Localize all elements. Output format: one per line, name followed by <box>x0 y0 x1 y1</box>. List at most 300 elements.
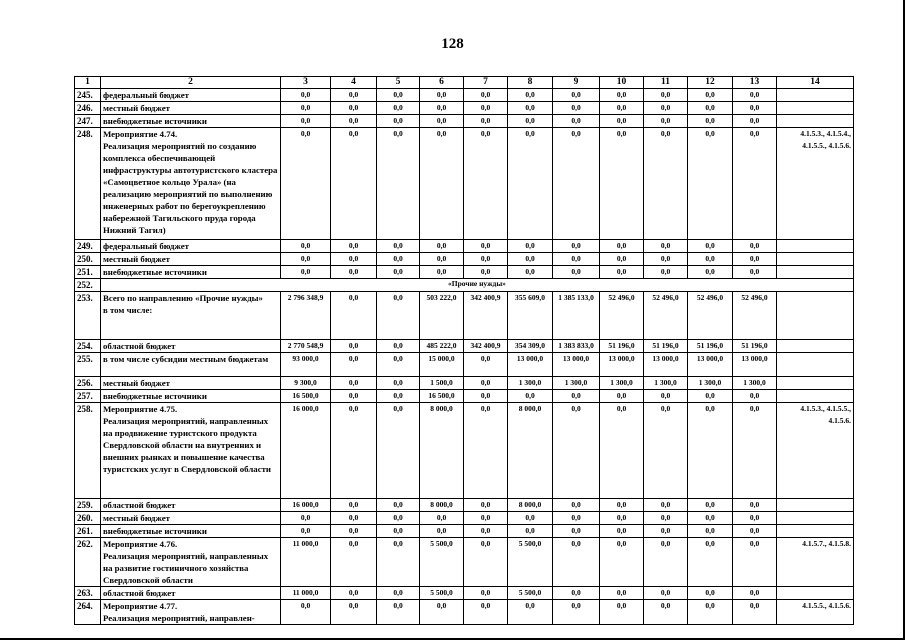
value-cell: 503 222,0 <box>420 292 464 340</box>
value-cell: 0,0 <box>733 587 777 600</box>
value-cell: 0,0 <box>377 292 420 340</box>
target-indicators: 4.1.5.7., 4.1.5.8. <box>777 538 854 587</box>
value-cell: 0,0 <box>464 353 508 377</box>
value-cell: 0,0 <box>688 587 733 600</box>
table-row <box>75 390 854 403</box>
value-cell: 342 400,9 <box>464 340 508 353</box>
value-cell: 1 300,0 <box>508 377 553 390</box>
value-cell: 0,0 <box>331 115 377 128</box>
value-cell: 0,0 <box>600 525 644 538</box>
row-name: внебюджетные источники <box>101 390 281 403</box>
value-cell: 0,0 <box>688 390 733 403</box>
value-cell: 0,0 <box>464 128 508 240</box>
value-cell: 0,0 <box>464 600 508 625</box>
value-cell: 0,0 <box>508 115 553 128</box>
value-cell: 0,0 <box>553 128 600 240</box>
value-cell: 0,0 <box>733 538 777 587</box>
value-cell: 0,0 <box>331 403 377 499</box>
value-cell: 0,0 <box>644 512 688 525</box>
value-cell: 5 500,0 <box>508 538 553 587</box>
value-cell: 13 000,0 <box>553 353 600 377</box>
value-cell: 0,0 <box>553 538 600 587</box>
value-cell: 0,0 <box>644 253 688 266</box>
value-cell: 16 500,0 <box>420 390 464 403</box>
value-cell: 8 000,0 <box>420 499 464 512</box>
target-indicators <box>777 292 854 340</box>
value-cell: 0,0 <box>464 102 508 115</box>
value-cell: 0,0 <box>733 600 777 625</box>
value-cell: 0,0 <box>553 240 600 253</box>
value-cell: 0,0 <box>420 266 464 279</box>
row-number: 260. <box>75 512 101 525</box>
value-cell: 0,0 <box>733 266 777 279</box>
value-cell: 0,0 <box>688 253 733 266</box>
value-cell: 1 300,0 <box>733 377 777 390</box>
value-cell: 0,0 <box>281 525 331 538</box>
target-indicators: 4.1.5.3., 4.1.5.4., 4.1.5.5., 4.1.5.6. <box>777 128 854 240</box>
row-number: 255. <box>75 353 101 377</box>
target-indicators <box>777 340 854 353</box>
value-cell: 9 300,0 <box>281 377 331 390</box>
value-cell: 354 309,0 <box>508 340 553 353</box>
value-cell: 0,0 <box>377 266 420 279</box>
value-cell: 0,0 <box>281 253 331 266</box>
value-cell: 0,0 <box>553 512 600 525</box>
table-row <box>75 89 854 102</box>
value-cell: 0,0 <box>377 240 420 253</box>
value-cell: 0,0 <box>600 403 644 499</box>
value-cell: 0,0 <box>688 115 733 128</box>
value-cell: 16 500,0 <box>281 390 331 403</box>
value-cell: 0,0 <box>688 525 733 538</box>
row-number: 257. <box>75 390 101 403</box>
table-row <box>75 128 854 240</box>
value-cell: 0,0 <box>420 102 464 115</box>
value-cell: 0,0 <box>600 115 644 128</box>
column-header: 14 <box>777 77 854 89</box>
value-cell: 0,0 <box>464 377 508 390</box>
value-cell: 0,0 <box>644 403 688 499</box>
value-cell: 16 000,0 <box>281 403 331 499</box>
value-cell: 0,0 <box>420 253 464 266</box>
value-cell: 0,0 <box>688 512 733 525</box>
table-row <box>75 266 854 279</box>
value-cell: 1 300,0 <box>688 377 733 390</box>
value-cell: 0,0 <box>331 587 377 600</box>
value-cell: 0,0 <box>331 266 377 279</box>
value-cell: 52 496,0 <box>600 292 644 340</box>
value-cell: 0,0 <box>420 240 464 253</box>
value-cell: 0,0 <box>464 240 508 253</box>
value-cell: 0,0 <box>281 115 331 128</box>
value-cell: 0,0 <box>377 102 420 115</box>
row-number: 249. <box>75 240 101 253</box>
value-cell: 0,0 <box>508 89 553 102</box>
target-indicators <box>777 240 854 253</box>
value-cell: 0,0 <box>600 600 644 625</box>
value-cell: 0,0 <box>464 538 508 587</box>
value-cell: 0,0 <box>508 240 553 253</box>
value-cell: 52 496,0 <box>644 292 688 340</box>
table-row <box>75 353 854 377</box>
value-cell: 0,0 <box>377 253 420 266</box>
table-header-row <box>75 77 854 89</box>
value-cell: 355 609,0 <box>508 292 553 340</box>
value-cell: 2 770 548,9 <box>281 340 331 353</box>
table-row <box>75 512 854 525</box>
column-header: 13 <box>733 77 777 89</box>
value-cell: 0,0 <box>377 128 420 240</box>
value-cell: 0,0 <box>733 403 777 499</box>
table-row <box>75 377 854 390</box>
row-name: местный бюджет <box>101 102 281 115</box>
value-cell: 0,0 <box>377 538 420 587</box>
value-cell: 485 222,0 <box>420 340 464 353</box>
value-cell: 0,0 <box>600 128 644 240</box>
row-name: областной бюджет <box>101 587 281 600</box>
value-cell: 1 300,0 <box>600 377 644 390</box>
row-number: 259. <box>75 499 101 512</box>
value-cell: 1 300,0 <box>553 377 600 390</box>
value-cell: 0,0 <box>331 340 377 353</box>
value-cell: 0,0 <box>733 128 777 240</box>
target-indicators <box>777 390 854 403</box>
value-cell: 0,0 <box>281 266 331 279</box>
value-cell: 0,0 <box>508 253 553 266</box>
value-cell: 0,0 <box>464 499 508 512</box>
row-number: 247. <box>75 115 101 128</box>
target-indicators <box>777 587 854 600</box>
column-header: 6 <box>420 77 464 89</box>
value-cell: 0,0 <box>331 538 377 587</box>
value-cell: 0,0 <box>600 538 644 587</box>
value-cell: 0,0 <box>420 525 464 538</box>
value-cell: 0,0 <box>331 240 377 253</box>
value-cell: 0,0 <box>331 353 377 377</box>
row-name: в том числе субсидии местным бюджетам <box>101 353 281 377</box>
row-number: 254. <box>75 340 101 353</box>
row-name: Мероприятие 4.76. Реализация мероприятий, направленных на развитие гостиничного хозяйства Свердловской области <box>101 538 281 587</box>
value-cell: 0,0 <box>331 377 377 390</box>
row-name: федеральный бюджет <box>101 240 281 253</box>
value-cell: 0,0 <box>644 266 688 279</box>
table-row <box>75 403 854 499</box>
value-cell: 0,0 <box>281 89 331 102</box>
value-cell: 0,0 <box>508 390 553 403</box>
value-cell: 0,0 <box>377 525 420 538</box>
value-cell: 0,0 <box>600 102 644 115</box>
value-cell: 0,0 <box>331 102 377 115</box>
value-cell: 0,0 <box>331 89 377 102</box>
value-cell: 0,0 <box>644 525 688 538</box>
value-cell: 0,0 <box>553 253 600 266</box>
column-header: 7 <box>464 77 508 89</box>
row-number: 251. <box>75 266 101 279</box>
row-number: 250. <box>75 253 101 266</box>
column-header: 8 <box>508 77 553 89</box>
value-cell: 5 500,0 <box>420 538 464 587</box>
value-cell: 0,0 <box>331 512 377 525</box>
value-cell: 0,0 <box>331 253 377 266</box>
table-row <box>75 587 854 600</box>
value-cell: 0,0 <box>377 587 420 600</box>
value-cell: 0,0 <box>464 512 508 525</box>
target-indicators <box>777 253 854 266</box>
target-indicators <box>777 377 854 390</box>
value-cell: 0,0 <box>553 587 600 600</box>
value-cell: 0,0 <box>420 115 464 128</box>
value-cell: 0,0 <box>733 390 777 403</box>
row-number: 258. <box>75 403 101 499</box>
value-cell: 0,0 <box>377 115 420 128</box>
table-row <box>75 279 854 292</box>
row-number: 264. <box>75 600 101 625</box>
value-cell: 0,0 <box>600 89 644 102</box>
target-indicators: 4.1.5.5., 4.1.5.6. <box>777 600 854 625</box>
value-cell: 51 196,0 <box>600 340 644 353</box>
value-cell: 0,0 <box>644 390 688 403</box>
target-indicators <box>777 115 854 128</box>
value-cell: 0,0 <box>420 600 464 625</box>
value-cell: 0,0 <box>377 89 420 102</box>
row-name: федеральный бюджет <box>101 89 281 102</box>
value-cell: 8 000,0 <box>508 403 553 499</box>
value-cell: 0,0 <box>733 512 777 525</box>
column-header: 5 <box>377 77 420 89</box>
value-cell: 0,0 <box>420 89 464 102</box>
value-cell: 0,0 <box>377 512 420 525</box>
value-cell: 13 000,0 <box>508 353 553 377</box>
value-cell: 0,0 <box>553 390 600 403</box>
value-cell: 51 196,0 <box>733 340 777 353</box>
value-cell: 0,0 <box>420 512 464 525</box>
value-cell: 0,0 <box>331 128 377 240</box>
section-title: «Прочие нужды» <box>101 279 854 292</box>
row-number: 253. <box>75 292 101 340</box>
value-cell: 0,0 <box>331 390 377 403</box>
value-cell: 0,0 <box>644 115 688 128</box>
value-cell: 0,0 <box>508 266 553 279</box>
target-indicators <box>777 512 854 525</box>
target-indicators <box>777 266 854 279</box>
value-cell: 8 000,0 <box>508 499 553 512</box>
value-cell: 0,0 <box>600 266 644 279</box>
value-cell: 1 300,0 <box>644 377 688 390</box>
row-name: Мероприятие 4.75. Реализация мероприятий, направленных на продвижение туристского продукта Свердловской области на внутренних и внешних рынках и повышение качества туристских услуг в Свердловской области <box>101 403 281 499</box>
value-cell: 11 000,0 <box>281 538 331 587</box>
value-cell: 1 383 833,0 <box>553 340 600 353</box>
value-cell: 0,0 <box>644 499 688 512</box>
row-number: 262. <box>75 538 101 587</box>
value-cell: 0,0 <box>464 89 508 102</box>
row-name: внебюджетные источники <box>101 525 281 538</box>
column-header: 4 <box>331 77 377 89</box>
row-name: внебюджетные источники <box>101 266 281 279</box>
value-cell: 8 000,0 <box>420 403 464 499</box>
column-header: 9 <box>553 77 600 89</box>
value-cell: 0,0 <box>281 512 331 525</box>
value-cell: 0,0 <box>377 340 420 353</box>
value-cell: 0,0 <box>733 115 777 128</box>
value-cell: 0,0 <box>688 89 733 102</box>
value-cell: 51 196,0 <box>644 340 688 353</box>
value-cell: 0,0 <box>331 525 377 538</box>
column-header: 3 <box>281 77 331 89</box>
value-cell: 0,0 <box>688 128 733 240</box>
target-indicators <box>777 102 854 115</box>
value-cell: 0,0 <box>600 253 644 266</box>
target-indicators <box>777 525 854 538</box>
column-header: 2 <box>101 77 281 89</box>
row-name: областной бюджет <box>101 340 281 353</box>
value-cell: 1 500,0 <box>420 377 464 390</box>
row-number: 245. <box>75 89 101 102</box>
value-cell: 0,0 <box>464 253 508 266</box>
value-cell: 0,0 <box>464 587 508 600</box>
value-cell: 0,0 <box>733 89 777 102</box>
row-name: внебюджетные источники <box>101 115 281 128</box>
value-cell: 13 000,0 <box>644 353 688 377</box>
value-cell: 0,0 <box>281 102 331 115</box>
value-cell: 0,0 <box>553 600 600 625</box>
value-cell: 0,0 <box>377 353 420 377</box>
value-cell: 0,0 <box>377 403 420 499</box>
table-row <box>75 115 854 128</box>
target-indicators <box>777 353 854 377</box>
value-cell: 0,0 <box>464 115 508 128</box>
row-number: 246. <box>75 102 101 115</box>
value-cell: 0,0 <box>508 525 553 538</box>
value-cell: 0,0 <box>377 600 420 625</box>
table-row <box>75 340 854 353</box>
value-cell: 0,0 <box>377 499 420 512</box>
value-cell: 0,0 <box>553 266 600 279</box>
row-name: Мероприятие 4.77. Реализация мероприятий, направлен- <box>101 600 281 625</box>
value-cell: 0,0 <box>281 600 331 625</box>
value-cell: 0,0 <box>644 587 688 600</box>
row-name: местный бюджет <box>101 253 281 266</box>
value-cell: 0,0 <box>600 512 644 525</box>
value-cell: 0,0 <box>331 600 377 625</box>
target-indicators <box>777 89 854 102</box>
value-cell: 0,0 <box>508 600 553 625</box>
row-number: 256. <box>75 377 101 390</box>
column-header: 1 <box>75 77 101 89</box>
table-row <box>75 240 854 253</box>
value-cell: 0,0 <box>553 102 600 115</box>
value-cell: 0,0 <box>600 499 644 512</box>
value-cell: 0,0 <box>688 600 733 625</box>
row-number: 252. <box>75 279 101 292</box>
value-cell: 0,0 <box>688 102 733 115</box>
table-row <box>75 499 854 512</box>
target-indicators: 4.1.5.3., 4.1.5.5., 4.1.5.6. <box>777 403 854 499</box>
funding-table <box>74 76 854 625</box>
row-number: 261. <box>75 525 101 538</box>
value-cell: 0,0 <box>733 499 777 512</box>
value-cell: 0,0 <box>644 600 688 625</box>
value-cell: 13 000,0 <box>688 353 733 377</box>
value-cell: 93 000,0 <box>281 353 331 377</box>
value-cell: 52 496,0 <box>688 292 733 340</box>
value-cell: 0,0 <box>281 128 331 240</box>
value-cell: 0,0 <box>688 538 733 587</box>
value-cell: 0,0 <box>464 266 508 279</box>
page-number: 128 <box>441 36 464 52</box>
value-cell: 0,0 <box>600 390 644 403</box>
value-cell: 0,0 <box>733 253 777 266</box>
value-cell: 1 385 133,0 <box>553 292 600 340</box>
value-cell: 2 796 348,9 <box>281 292 331 340</box>
value-cell: 342 400,9 <box>464 292 508 340</box>
value-cell: 0,0 <box>508 128 553 240</box>
table-row <box>75 292 854 340</box>
value-cell: 5 500,0 <box>508 587 553 600</box>
value-cell: 0,0 <box>553 115 600 128</box>
value-cell: 0,0 <box>644 128 688 240</box>
value-cell: 0,0 <box>600 240 644 253</box>
value-cell: 0,0 <box>644 538 688 587</box>
value-cell: 16 000,0 <box>281 499 331 512</box>
value-cell: 11 000,0 <box>281 587 331 600</box>
row-number: 263. <box>75 587 101 600</box>
value-cell: 0,0 <box>377 390 420 403</box>
value-cell: 0,0 <box>464 403 508 499</box>
column-header: 10 <box>600 77 644 89</box>
value-cell: 0,0 <box>733 102 777 115</box>
value-cell: 0,0 <box>553 403 600 499</box>
table-row <box>75 253 854 266</box>
table-row <box>75 102 854 115</box>
value-cell: 51 196,0 <box>688 340 733 353</box>
value-cell: 0,0 <box>553 89 600 102</box>
value-cell: 0,0 <box>331 292 377 340</box>
value-cell: 15 000,0 <box>420 353 464 377</box>
value-cell: 0,0 <box>688 240 733 253</box>
value-cell: 13 000,0 <box>733 353 777 377</box>
value-cell: 0,0 <box>331 499 377 512</box>
value-cell: 0,0 <box>688 403 733 499</box>
value-cell: 13 000,0 <box>600 353 644 377</box>
value-cell: 0,0 <box>420 128 464 240</box>
target-indicators <box>777 499 854 512</box>
value-cell: 0,0 <box>553 525 600 538</box>
value-cell: 0,0 <box>733 525 777 538</box>
row-name: местный бюджет <box>101 377 281 390</box>
value-cell: 5 500,0 <box>420 587 464 600</box>
value-cell: 0,0 <box>553 499 600 512</box>
table-row <box>75 600 854 625</box>
value-cell: 0,0 <box>600 587 644 600</box>
value-cell: 0,0 <box>688 266 733 279</box>
table-row <box>75 538 854 587</box>
value-cell: 0,0 <box>644 240 688 253</box>
value-cell: 0,0 <box>688 499 733 512</box>
row-name: Всего по направлению «Прочие нужды» в том числе: <box>101 292 281 340</box>
value-cell: 0,0 <box>464 525 508 538</box>
value-cell: 52 496,0 <box>733 292 777 340</box>
table-row <box>75 525 854 538</box>
value-cell: 0,0 <box>281 240 331 253</box>
value-cell: 0,0 <box>464 390 508 403</box>
value-cell: 0,0 <box>508 512 553 525</box>
row-name: местный бюджет <box>101 512 281 525</box>
row-number: 248. <box>75 128 101 240</box>
value-cell: 0,0 <box>377 377 420 390</box>
value-cell: 0,0 <box>644 89 688 102</box>
column-header: 12 <box>688 77 733 89</box>
value-cell: 0,0 <box>644 102 688 115</box>
